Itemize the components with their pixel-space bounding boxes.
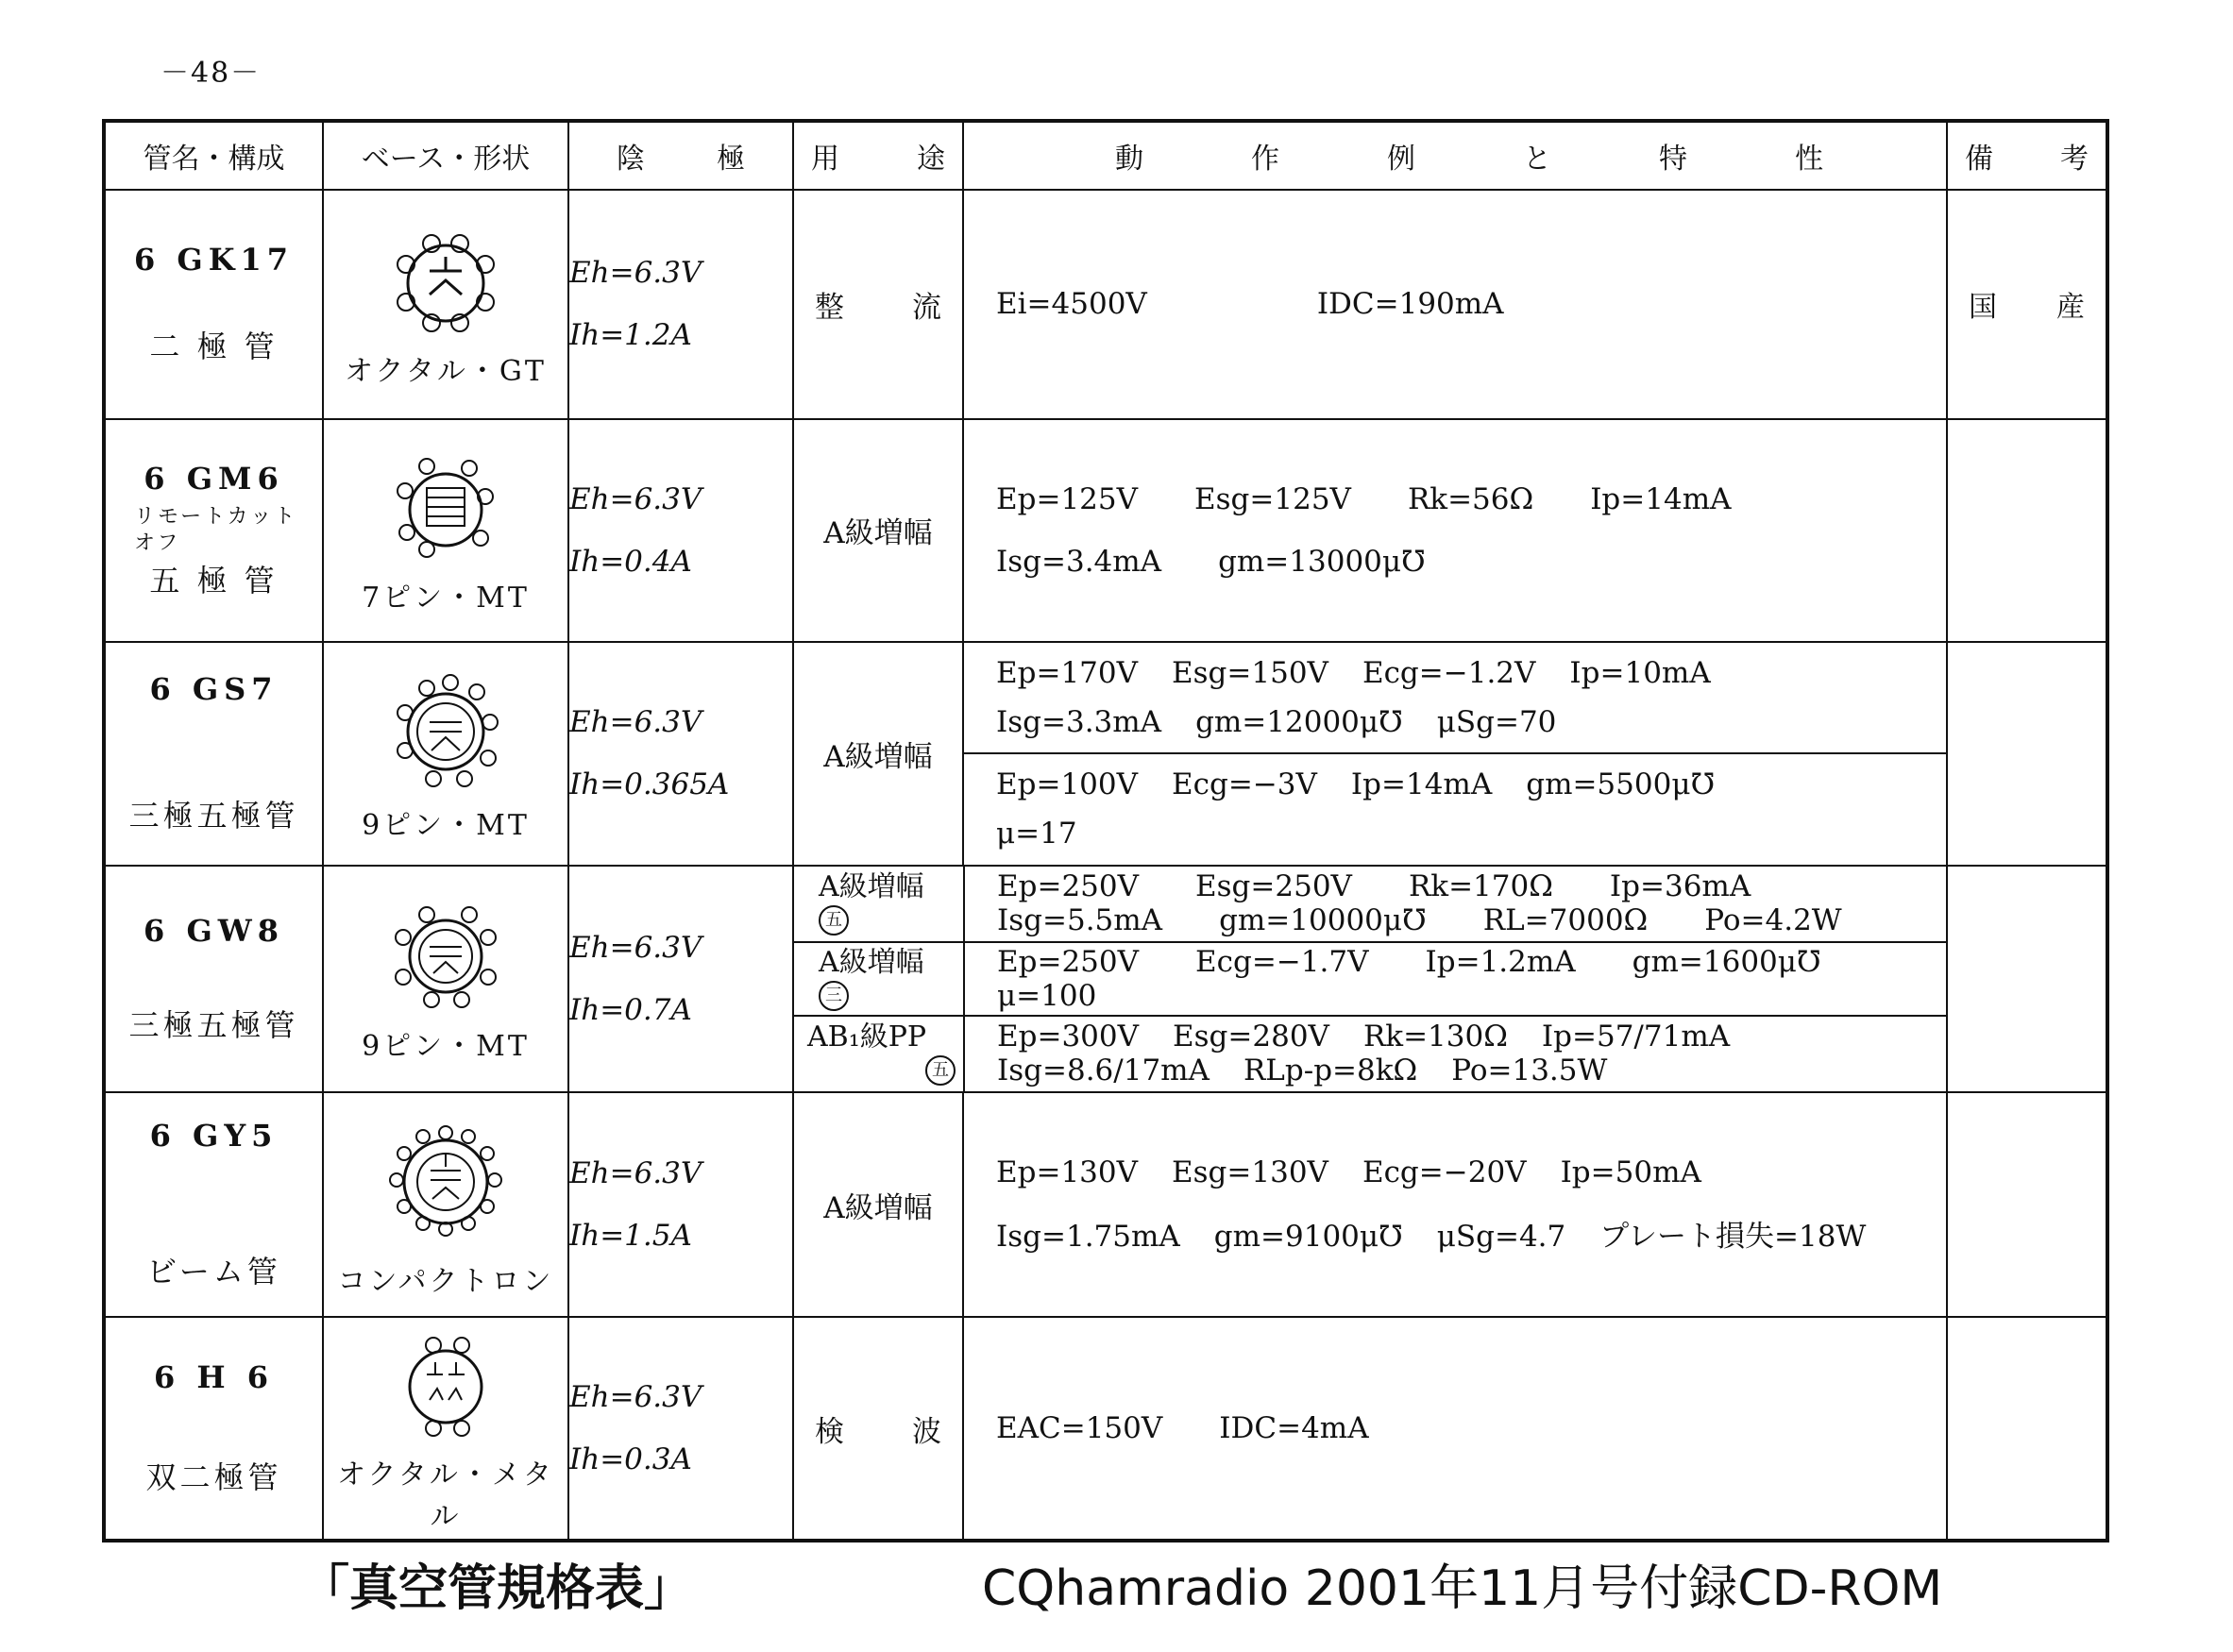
characteristics-sub-b: Ep=100V Ecg=−3V Ip=14mA gm=5500μ℧ μ=17 xyxy=(996,767,1716,851)
tube-kind: 三極五極管 xyxy=(128,798,299,834)
table-row xyxy=(104,866,2107,1092)
tube-kind: 二 極 管 xyxy=(149,329,279,365)
base-diagram-icon xyxy=(375,219,516,342)
sub-characteristics: Ep=250V Ecg=−1.7V Ip=1.2mA gm=1600μ℧ μ=100 xyxy=(964,942,1946,1016)
header-cathode: 陰 極 xyxy=(568,121,793,190)
base-diagram-icon xyxy=(370,1110,521,1252)
page-number: －48－ xyxy=(161,57,262,90)
heater-current: Ih=0.4A xyxy=(569,544,692,579)
tube-name: 6 H 6 xyxy=(153,1359,275,1396)
base-cell xyxy=(323,642,568,865)
notes-cell xyxy=(1947,1092,2107,1317)
header-name: 管名・構成 xyxy=(104,121,323,190)
heater-voltage: Eh=6.3V xyxy=(569,256,702,291)
heater-current: Ih=1.5A xyxy=(569,1219,692,1254)
notes-cell xyxy=(1947,866,2107,1092)
base-cell xyxy=(323,1317,568,1541)
sub-characteristics: Ep=250V Esg=250V Rk=170Ω Ip=36mA Isg=5.5mA gm=10000μ℧ RL=7000Ω Po=4.2W xyxy=(964,867,1946,942)
tube-kind: 双二極管 xyxy=(145,1459,282,1496)
tube-cell xyxy=(104,866,323,1092)
base-cell xyxy=(323,1092,568,1317)
heater-current: Ih=0.7A xyxy=(569,992,692,1027)
characteristics-cell: Ep=125V Esg=125V Rk=56Ω Ip=14mA Isg=3.4mA gm=13000μ℧ xyxy=(963,419,1947,642)
heater-current: Ih=1.2A xyxy=(569,318,692,353)
characteristics-cell xyxy=(963,642,1947,865)
heater-voltage: Eh=6.3V xyxy=(569,481,702,516)
cathode-cell xyxy=(568,1317,793,1541)
tube-cell xyxy=(104,1092,323,1317)
tube-name: 6 GM6 xyxy=(144,460,284,497)
triode-mark: 三 xyxy=(819,981,849,1011)
tube-name: 6 GW8 xyxy=(144,912,284,949)
tube-name: 6 GK17 xyxy=(133,242,295,278)
tube-cell xyxy=(104,1317,323,1541)
characteristics-sub-a: Ep=170V Esg=150V Ecg=−1.2V Ip=10mA Isg=3.3mA gm=12000μ℧ μSg=70 xyxy=(964,643,1946,753)
use-cell: 整 流 xyxy=(793,190,963,418)
table-row xyxy=(104,1092,2107,1317)
notes-cell xyxy=(1947,1317,2107,1541)
base-label: 7ピン・MT xyxy=(362,581,530,615)
notes-cell xyxy=(1947,419,2107,642)
base-diagram-icon xyxy=(375,1323,516,1445)
sub-use: A級増幅 五 xyxy=(794,867,964,942)
cathode-cell xyxy=(568,866,793,1092)
heater-voltage: Eh=6.3V xyxy=(569,705,702,740)
tube-name: 6 GS7 xyxy=(149,671,279,708)
base-label: オクタル・GT xyxy=(345,355,547,389)
cathode-cell xyxy=(568,1092,793,1317)
heater-current: Ih=0.3A xyxy=(569,1442,692,1477)
tube-sub: リモートカット オフ xyxy=(134,504,298,555)
cathode-cell xyxy=(568,642,793,865)
tube-kind: ビーム管 xyxy=(146,1254,281,1290)
tube-spec-table xyxy=(102,119,2109,1542)
characteristics-cell: EAC=150V IDC=4mA xyxy=(963,1317,1947,1541)
heater-voltage: Eh=6.3V xyxy=(569,1156,702,1191)
base-label: コンパクトロン xyxy=(337,1265,554,1299)
footer-title: 「真空管規格表」 xyxy=(300,1560,694,1617)
tube-name: 6 GY5 xyxy=(149,1118,279,1155)
base-diagram-icon xyxy=(375,446,516,568)
base-label: 9ピン・MT xyxy=(362,1029,530,1063)
heater-voltage: Eh=6.3V xyxy=(569,1380,702,1415)
footer-source: CQhamradio 2001年11月号付録CD-ROM xyxy=(982,1560,1943,1617)
use-cell: 検 波 xyxy=(793,1317,963,1541)
sub-use: AB₁級PP 五 xyxy=(794,1016,964,1091)
cathode-cell xyxy=(568,419,793,642)
header-notes: 備 考 xyxy=(1947,121,2107,190)
sub-use: A級増幅 三 xyxy=(794,942,964,1016)
use-cell: A級増幅 xyxy=(793,1092,963,1317)
use-cell: A級増幅 xyxy=(793,642,963,865)
heater-voltage: Eh=6.3V xyxy=(569,930,702,965)
pentode-mark: 五 xyxy=(925,1055,956,1086)
table-row xyxy=(104,642,2107,865)
table-row xyxy=(104,419,2107,642)
use-cell: A級増幅 xyxy=(793,419,963,642)
header-characteristics: 動 作 例 と 特 性 xyxy=(963,121,1947,190)
base-label: オクタル・メタル xyxy=(337,1458,554,1534)
header-base: ベース・形状 xyxy=(323,121,568,190)
tube-cell xyxy=(104,190,323,418)
tube-cell xyxy=(104,419,323,642)
sub-characteristics: Ep=300V Esg=280V Rk=130Ω Ip=57/71mA Isg=8.6/17mA RLp-p=8kΩ Po=13.5W xyxy=(997,1020,1731,1088)
base-diagram-icon xyxy=(375,894,516,1017)
tube-cell xyxy=(104,642,323,865)
notes-cell: 国 産 xyxy=(1947,190,2107,418)
tube-kind: 五 極 管 xyxy=(149,562,279,598)
cathode-cell xyxy=(568,190,793,418)
header-row xyxy=(104,121,2107,190)
tube-kind: 三極五極管 xyxy=(128,1006,299,1043)
base-diagram-icon xyxy=(375,664,516,796)
base-cell xyxy=(323,866,568,1092)
heater-current: Ih=0.365A xyxy=(569,767,730,802)
pentode-mark: 五 xyxy=(819,905,849,936)
base-cell xyxy=(323,190,568,418)
table-row xyxy=(104,190,2107,418)
base-label: 9ピン・MT xyxy=(362,809,530,843)
notes-cell xyxy=(1947,642,2107,865)
characteristics-cell: Ei=4500V IDC=190mA xyxy=(963,190,1947,418)
header-use: 用 途 xyxy=(793,121,963,190)
base-cell xyxy=(323,419,568,642)
characteristics-cell: Ep=130V Esg=130V Ecg=−20V Ip=50mA Isg=1.75mA gm=9100μ℧ μSg=4.7 プレート損失=18W xyxy=(963,1092,1947,1317)
table-row xyxy=(104,1317,2107,1541)
sub-rows-cell xyxy=(793,866,1947,1092)
